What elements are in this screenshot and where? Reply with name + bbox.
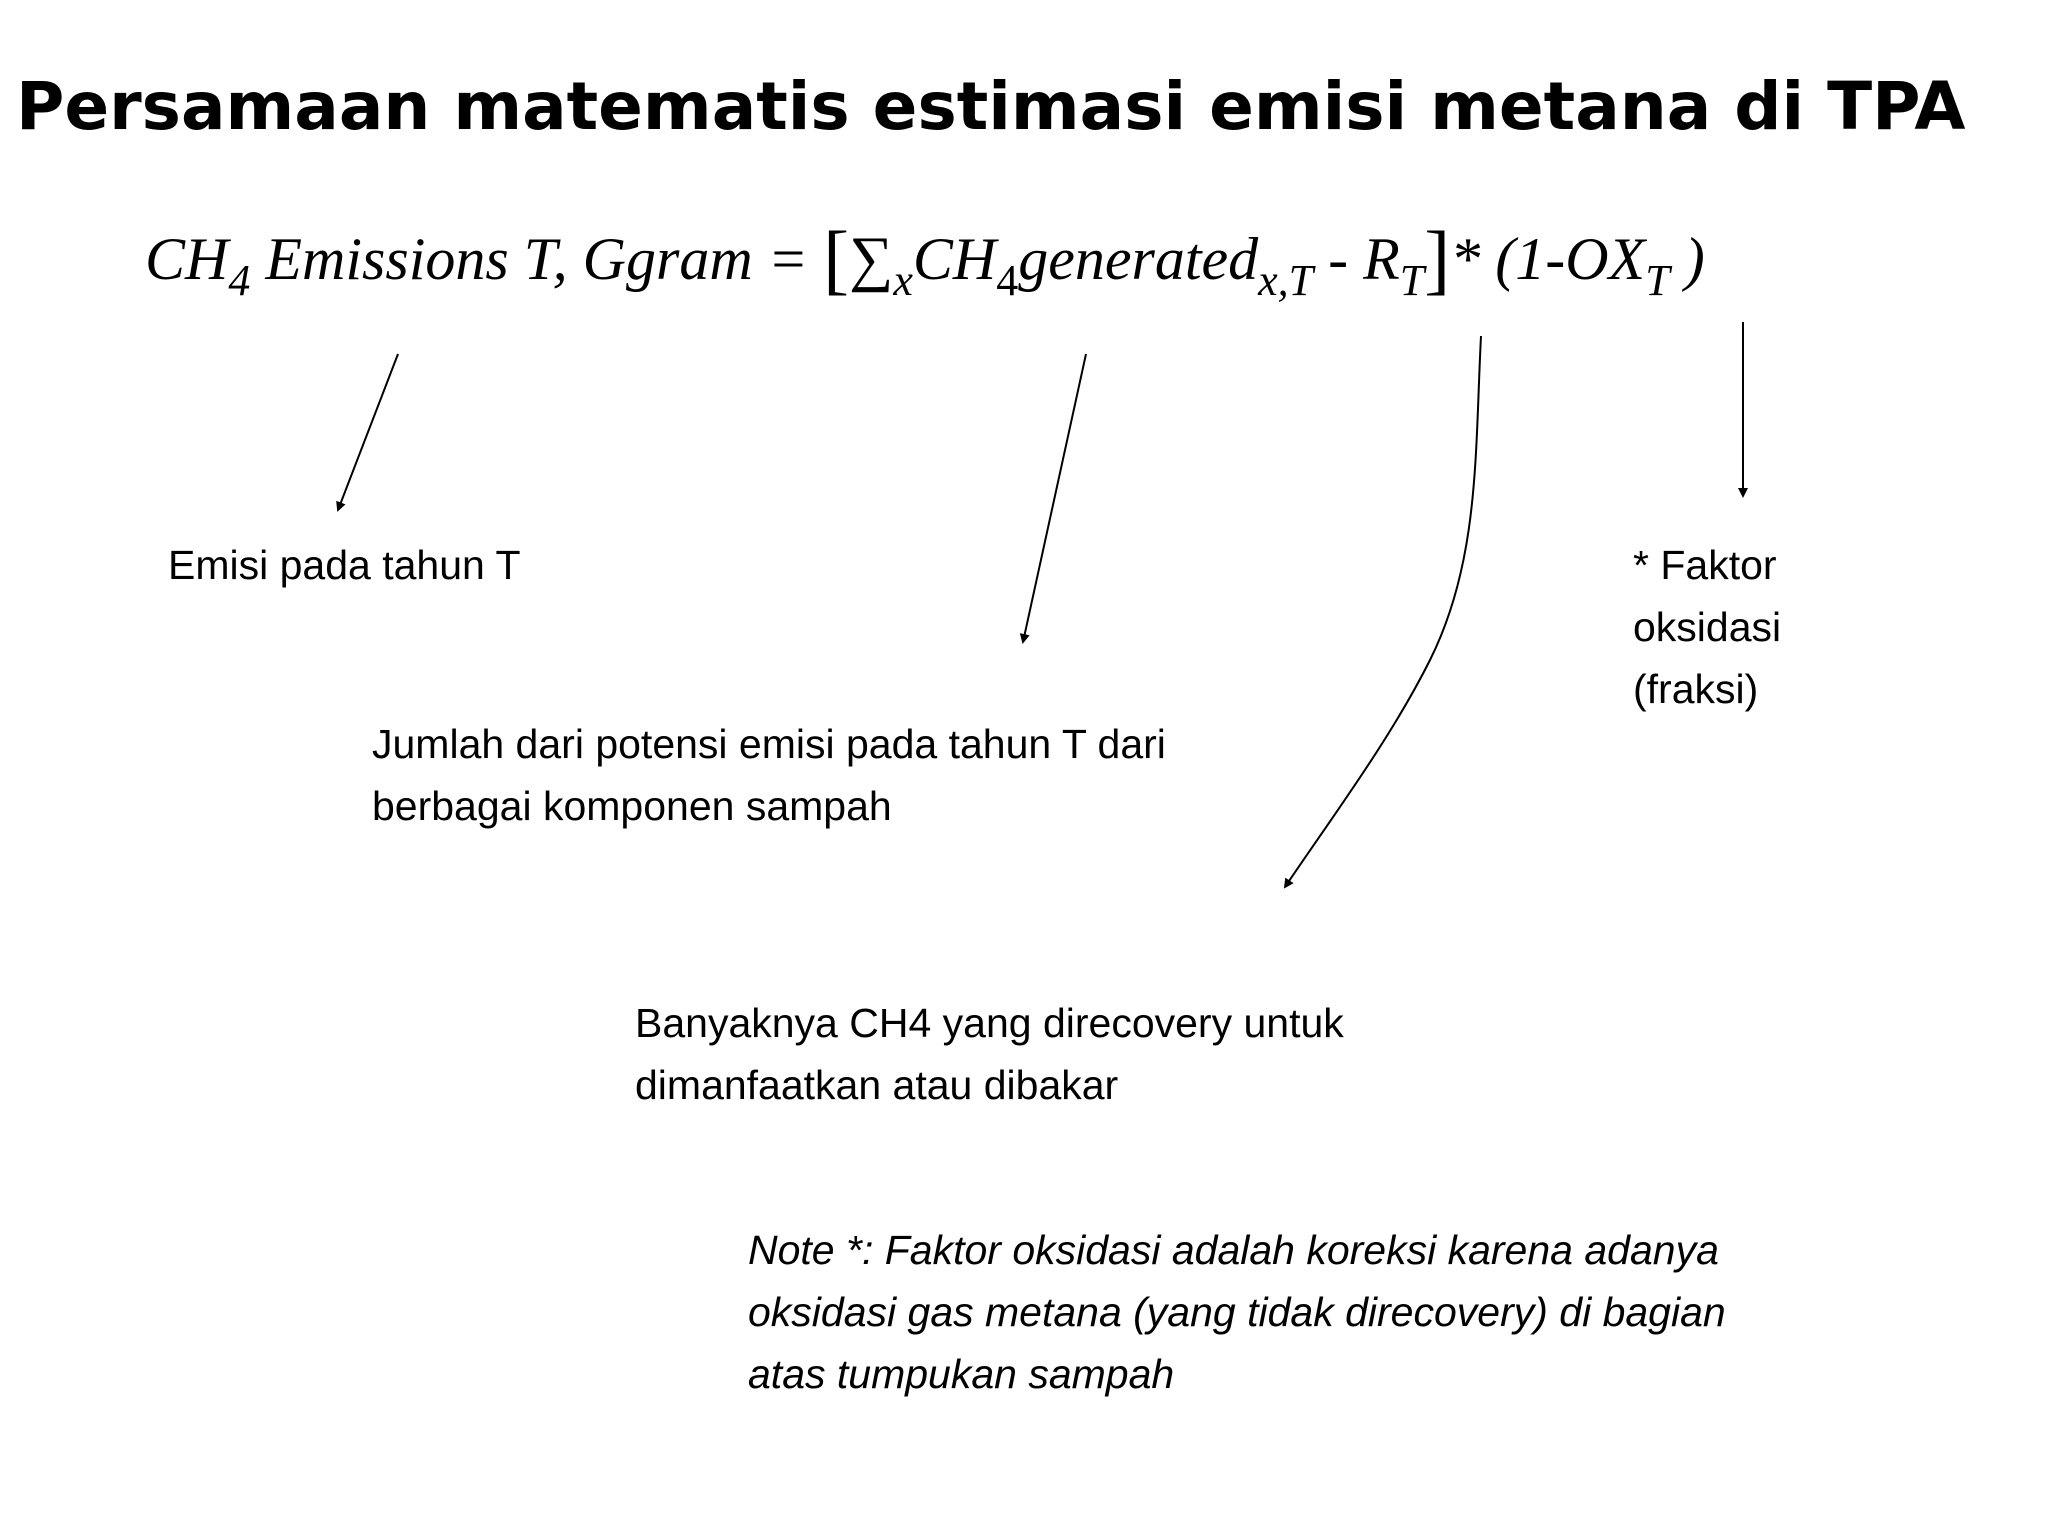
formula-minus-r: - R (1313, 226, 1400, 292)
formula-lhs-rest: Emissions T, Ggram = (250, 226, 824, 292)
formula-open-bracket: [ (823, 215, 850, 302)
arrow-generated (1023, 354, 1086, 642)
formula-sigma-subscript: x (893, 256, 913, 305)
arrow-emission (338, 354, 398, 510)
formula-ox-index: T (1645, 256, 1670, 305)
oxidation-annotation-line-2: oksidasi (1633, 604, 1782, 650)
oxidation-note (748, 1219, 1968, 1405)
page-title: Persamaan matematis estimasi emisi metana di TPA (16, 68, 1966, 145)
recovery-annotation (635, 992, 1344, 1116)
emission-annotation (168, 534, 521, 596)
formula-lhs-ch: CH (145, 226, 229, 292)
formula-lhs-subscript: 4 (228, 256, 251, 305)
note-line-2: oksidasi gas metana (yang tidak direcovery) di bagian (748, 1289, 1726, 1335)
generated-annotation (372, 713, 1166, 837)
arrow-recovery (1285, 336, 1481, 887)
formula-term-subscript: 4 (996, 256, 1019, 305)
formula-sigma: ∑ (849, 225, 894, 293)
formula-r-index: T (1399, 256, 1425, 305)
recovery-annotation-line-1: Banyaknya CH4 yang direcovery untuk (635, 1000, 1344, 1046)
formula-oxidation-term: * (1-OX (1450, 226, 1646, 292)
formula-tail-end: ) (1669, 226, 1705, 292)
formula-term-rest: generated (1018, 226, 1259, 292)
note-line-3: atas tumpukan sampah (748, 1351, 1175, 1397)
formula-term-ch: CH (912, 226, 997, 292)
note-line-1: Note *: Faktor oksidasi adalah koreksi karena adanya (748, 1227, 1719, 1273)
oxidation-annotation-line-3: (fraksi) (1633, 666, 1759, 712)
formula-close-bracket: ] (1424, 215, 1451, 302)
generated-annotation-line-2: berbagai komponen sampah (372, 783, 892, 829)
oxidation-annotation-line-1: * Faktor (1633, 542, 1777, 588)
emission-annotation-text: Emisi pada tahun T (168, 542, 521, 588)
oxidation-annotation (1633, 534, 1781, 720)
formula-term-index: x,T (1258, 256, 1314, 305)
generated-annotation-line-1: Jumlah dari potensi emisi pada tahun T dari (372, 721, 1166, 767)
recovery-annotation-line-2: dimanfaatkan atau dibakar (635, 1062, 1119, 1108)
